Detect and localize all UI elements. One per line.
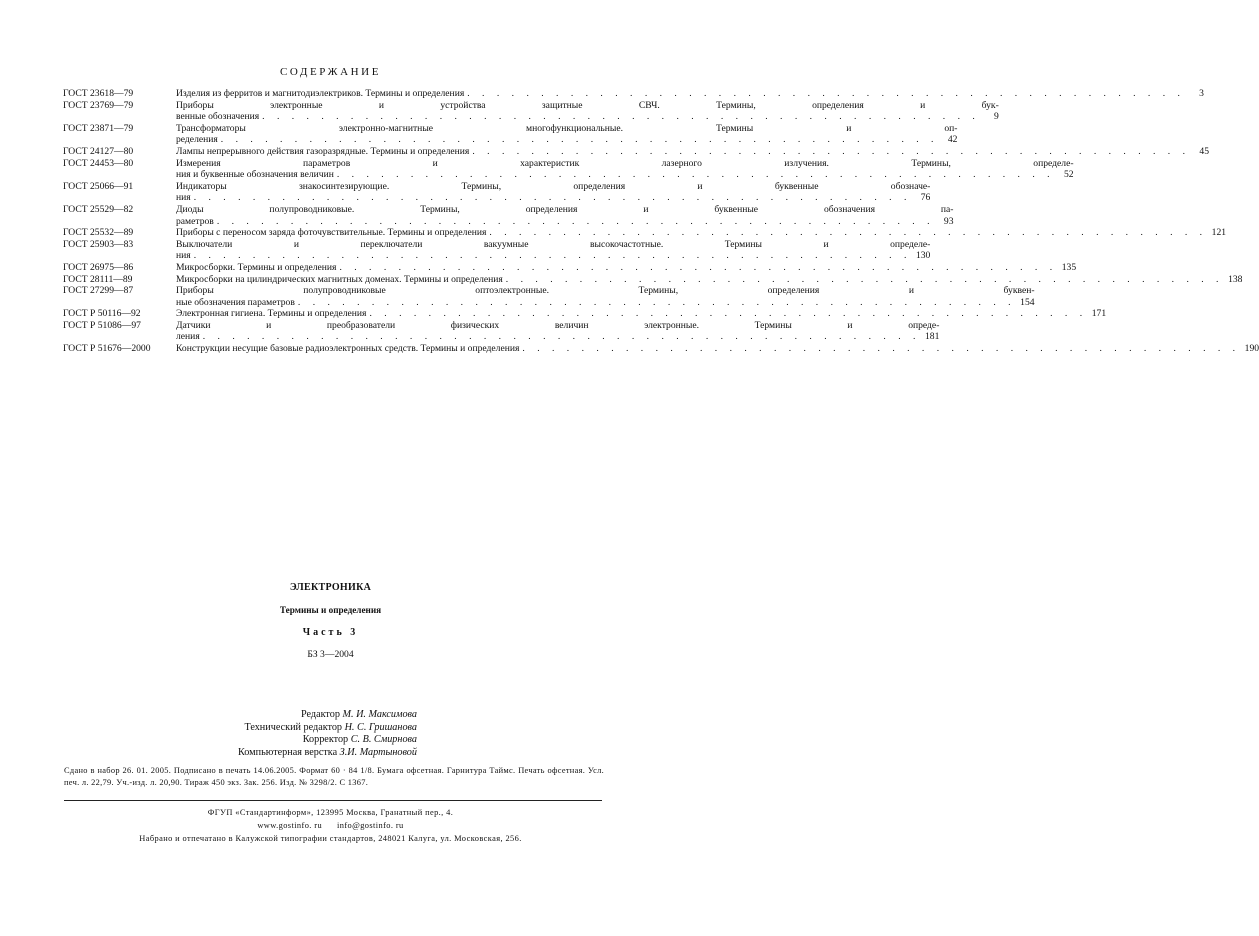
dot-leader: . . . . . . . . . . . . . . . . . . . . . . . . . . . . . . . . . . . . . . . . . . . . . . . . . — [193, 250, 912, 262]
toc-entry-code: ГОСТ 23618—79 — [63, 88, 134, 99]
toc-entry-description — [176, 158, 1074, 181]
toc-entry — [63, 203, 954, 227]
toc-entry-line: Лампы непрерывного действия газоразрядные. Термины и определения — [176, 145, 470, 157]
dot-leader: . . . . . . . . . . . . . . . . . . . . . . . . . . . . . . . . . . . . . . . . . . . . . . . . . — [522, 343, 1241, 355]
toc-entry-code: ГОСТ 25532—89 — [63, 227, 134, 239]
toc-entry-code: ГОСТ 24453—80 — [63, 157, 134, 169]
toc-entry-description — [176, 181, 930, 204]
toc-entry-code: ГОСТ 27299—87 — [63, 285, 134, 297]
table-of-contents — [63, 88, 1259, 355]
credit-line — [238, 734, 417, 747]
dot-leader: . . . . . . . . . . . . . . . . . . . . . . . . . . . . . . . . . . . . . . . . . . . . . . . . . — [369, 308, 1088, 320]
toc-entry-line: Датчики и преобразователи физических величин электронные. Термины и опреде- — [176, 319, 940, 331]
toc-entry — [63, 157, 1074, 181]
toc-entry-description — [176, 239, 930, 262]
dot-leader: . . . . . . . . . . . . . . . . . . . . . . . . . . . . . . . . . . . . . . . . . . . . . . . . . — [489, 227, 1208, 239]
dot-leader: . . . . . . . . . . . . . . . . . . . . . . . . . . . . . . . . . . . . . . . . . . . . . . . . . — [220, 134, 939, 146]
toc-entry-code: ГОСТ 25903—83 — [63, 238, 134, 250]
credit-name: Н. С. Гришанова — [344, 721, 417, 733]
toc-entry-line: Приборы с переносом заряда фоточувствительные. Термины и определения — [176, 227, 487, 239]
toc-entry-line: ния — [176, 250, 191, 262]
book-code: БЗ 3—2004 — [307, 649, 354, 660]
toc-entry-line: Микросборки на цилиндрических магнитных доменах. Термины и определения — [176, 273, 503, 285]
toc-entry — [63, 273, 1243, 286]
toc-entry — [63, 308, 1107, 320]
publisher-address: ФГУП «Стандартинформ», 123995 Москва, Гранатный пер., 4. — [207, 808, 454, 817]
toc-entry-line: Приборы электронные и устройства защитные СВЧ. Термины, определения и бук- — [176, 99, 999, 111]
toc-entry-page: 138 — [1228, 273, 1243, 285]
toc-entry-description — [176, 308, 1106, 320]
toc-entry-page: 9 — [994, 111, 999, 123]
publisher-web: www.gostinfo. ru info@gostinfo. ru — [257, 821, 404, 830]
toc-entry-code: ГОСТ Р 51086—97 — [63, 319, 141, 331]
dot-leader: . . . . . . . . . . . . . . . . . . . . . . . . . . . . . . . . . . . . . . . . . . . . . . . . . — [193, 192, 912, 204]
dot-leader: . . . . . . . . . . . . . . . . . . . . . . . . . . . . . . . . . . . . . . . . . . . . . . . . . — [262, 111, 980, 123]
toc-entry-line: раметров — [176, 215, 214, 227]
toc-title: СОДЕРЖАНИЕ — [279, 66, 382, 78]
dot-leader: . . . . . . . . . . . . . . . . . . . . . . . . . . . . . . . . . . . . . . . . . . . . . . . . . — [297, 296, 1016, 308]
toc-entry-line: Конструкции несущие базовые радиоэлектронных средств. Термины и определения — [176, 343, 520, 355]
toc-entry — [63, 285, 1035, 308]
toc-entry-line: ределения — [176, 134, 218, 146]
toc-entry — [63, 227, 1227, 239]
toc-entry-page: 52 — [1063, 169, 1074, 181]
toc-entry-line: Приборы полупроводниковые оптоэлектронные. Термины, определения и буквен- — [176, 285, 1035, 297]
book-title: ЭЛЕКТРОНИКА — [289, 582, 372, 593]
toc-entry-line: ления — [176, 331, 200, 343]
dot-leader: . . . . . . . . . . . . . . . . . . . . . . . . . . . . . . . . . . . . . . . . . . . . . . . . . — [202, 331, 921, 343]
toc-entry-line: Трансформаторы электронно-магнитные многофункциональные. Термины и оп- — [176, 122, 958, 134]
toc-entry-page: 154 — [1020, 296, 1035, 308]
credits-block — [238, 709, 417, 759]
toc-entry-page: 171 — [1091, 308, 1107, 320]
toc-entry-line: Электронная гигиена. Термины и определения — [176, 308, 367, 320]
toc-entry-description — [176, 262, 1076, 274]
toc-entry-code: ГОСТ 23769—79 — [63, 99, 134, 111]
toc-entry-page: 121 — [1211, 227, 1227, 239]
toc-entry-page: 181 — [925, 331, 940, 343]
imprint-info: Сдано в набор 26. 01. 2005. Подписано в печать 14.06.2005. Формат 60 · 84 1/8. Бумага офсетная. Гарнитура Таймс. Печать офсетная. Усл. печ. л. 22,79. Уч.-изд. л. 20,90. Тираж 450 экз. Зак. 256. Изд. № 3298/2. С 1367. — [64, 766, 604, 787]
printer-info: Набрано и отпечатано в Калужской типографии стандартов, 248021 Калуга, ул. Московская, 256. — [139, 834, 522, 843]
dot-leader: . . . . . . . . . . . . . . . . . . . . . . . . . . . . . . . . . . . . . . . . . . . . . . . . . — [472, 145, 1190, 157]
toc-entry-page: 135 — [1061, 261, 1077, 273]
credit-role: Корректор — [302, 734, 349, 746]
toc-entry-description — [176, 343, 1259, 355]
toc-entry — [63, 343, 1259, 355]
toc-entry-description — [176, 320, 939, 343]
toc-entry-description — [176, 88, 1204, 100]
toc-entry-description — [176, 274, 1242, 286]
toc-entry-line: Индикаторы знакосинтезирующие. Термины, определения и буквенные обозначе- — [176, 180, 931, 192]
credit-name: М. И. Максимова — [342, 709, 417, 720]
toc-entry-description — [176, 227, 1226, 239]
credit-role: Компьютерная верстка — [237, 746, 338, 758]
toc-entry-code: ГОСТ Р 51676—2000 — [63, 343, 151, 355]
credit-role: Редактор — [300, 709, 340, 720]
toc-entry-line: ния и буквенные обозначения величин — [176, 169, 334, 181]
toc-entry-page: 93 — [943, 215, 954, 227]
toc-entry-page: 42 — [947, 134, 958, 146]
credit-line — [238, 747, 417, 760]
toc-entry-page: 45 — [1199, 145, 1209, 157]
toc-entry-line: Измерения параметров и характеристик лазерного излучения. Термины, определе- — [176, 157, 1074, 169]
toc-entry-description — [176, 123, 957, 146]
toc-entry-line: Изделия из ферритов и магнитодиэлектриков. Термины и определения — [176, 88, 465, 99]
toc-entry — [63, 261, 1077, 274]
toc-entry-code: ГОСТ Р 50116—92 — [63, 308, 141, 320]
toc-entry — [63, 238, 931, 262]
book-subtitle: Термины и определения — [279, 605, 382, 615]
credit-line — [238, 709, 417, 722]
toc-entry-code: ГОСТ 25529—82 — [63, 203, 134, 215]
toc-entry — [63, 145, 1209, 158]
toc-entry-page: 190 — [1244, 343, 1259, 355]
toc-entry-code: ГОСТ 28111—89 — [63, 273, 133, 285]
credit-name: С. В. Смирнова — [350, 734, 417, 746]
toc-entry-code: ГОСТ 26975—86 — [63, 261, 134, 273]
toc-entry-code: ГОСТ 25066—91 — [63, 180, 134, 192]
toc-entry-code: ГОСТ 23871—79 — [63, 122, 134, 134]
credit-name: З.И. Мартыновой — [339, 746, 417, 758]
toc-entry — [63, 88, 1204, 100]
toc-entry-description — [176, 100, 999, 123]
toc-entry-line: Диоды полупроводниковые. Термины, определения и буквенные обозначения па- — [176, 203, 954, 215]
dot-leader: . . . . . . . . . . . . . . . . . . . . . . . . . . . . . . . . . . . . . . . . . . . . . . . . . — [467, 88, 1185, 99]
dot-leader: . . . . . . . . . . . . . . . . . . . . . . . . . . . . . . . . . . . . . . . . . . . . . . . . . — [339, 261, 1058, 273]
toc-entry — [63, 180, 931, 204]
toc-entry-line: ния — [176, 192, 191, 204]
toc-entry-page: 76 — [920, 192, 931, 204]
dot-leader: . . . . . . . . . . . . . . . . . . . . . . . . . . . . . . . . . . . . . . . . . . . . . . . . . — [336, 169, 1055, 181]
toc-entry — [63, 122, 958, 146]
dot-leader: . . . . . . . . . . . . . . . . . . . . . . . . . . . . . . . . . . . . . . . . . . . . . . . . . — [505, 273, 1224, 285]
toc-entry-code: ГОСТ 24127—80 — [63, 145, 134, 157]
credit-line — [238, 722, 417, 735]
toc-entry-page: 130 — [915, 250, 931, 262]
toc-entry-line: ные обозначения параметров — [176, 296, 295, 308]
dot-leader: . . . . . . . . . . . . . . . . . . . . . . . . . . . . . . . . . . . . . . . . . . . . . . . . . — [216, 215, 935, 227]
toc-entry-line: Микросборки. Термины и определения — [176, 261, 337, 273]
book-part: Часть 3 — [302, 627, 359, 638]
toc-entry — [63, 319, 940, 343]
toc-entry-description — [176, 204, 953, 227]
divider — [64, 800, 602, 801]
credit-role: Технический редактор — [244, 721, 343, 733]
toc-entry-line: венные обозначения — [176, 111, 260, 123]
toc-entry-description — [176, 285, 1035, 308]
toc-entry-description — [176, 146, 1209, 158]
toc-entry-page: 3 — [1199, 88, 1204, 99]
toc-entry — [63, 99, 999, 123]
toc-entry-line: Выключатели и переключатели вакуумные высокочастотные. Термины и определе- — [176, 238, 931, 250]
